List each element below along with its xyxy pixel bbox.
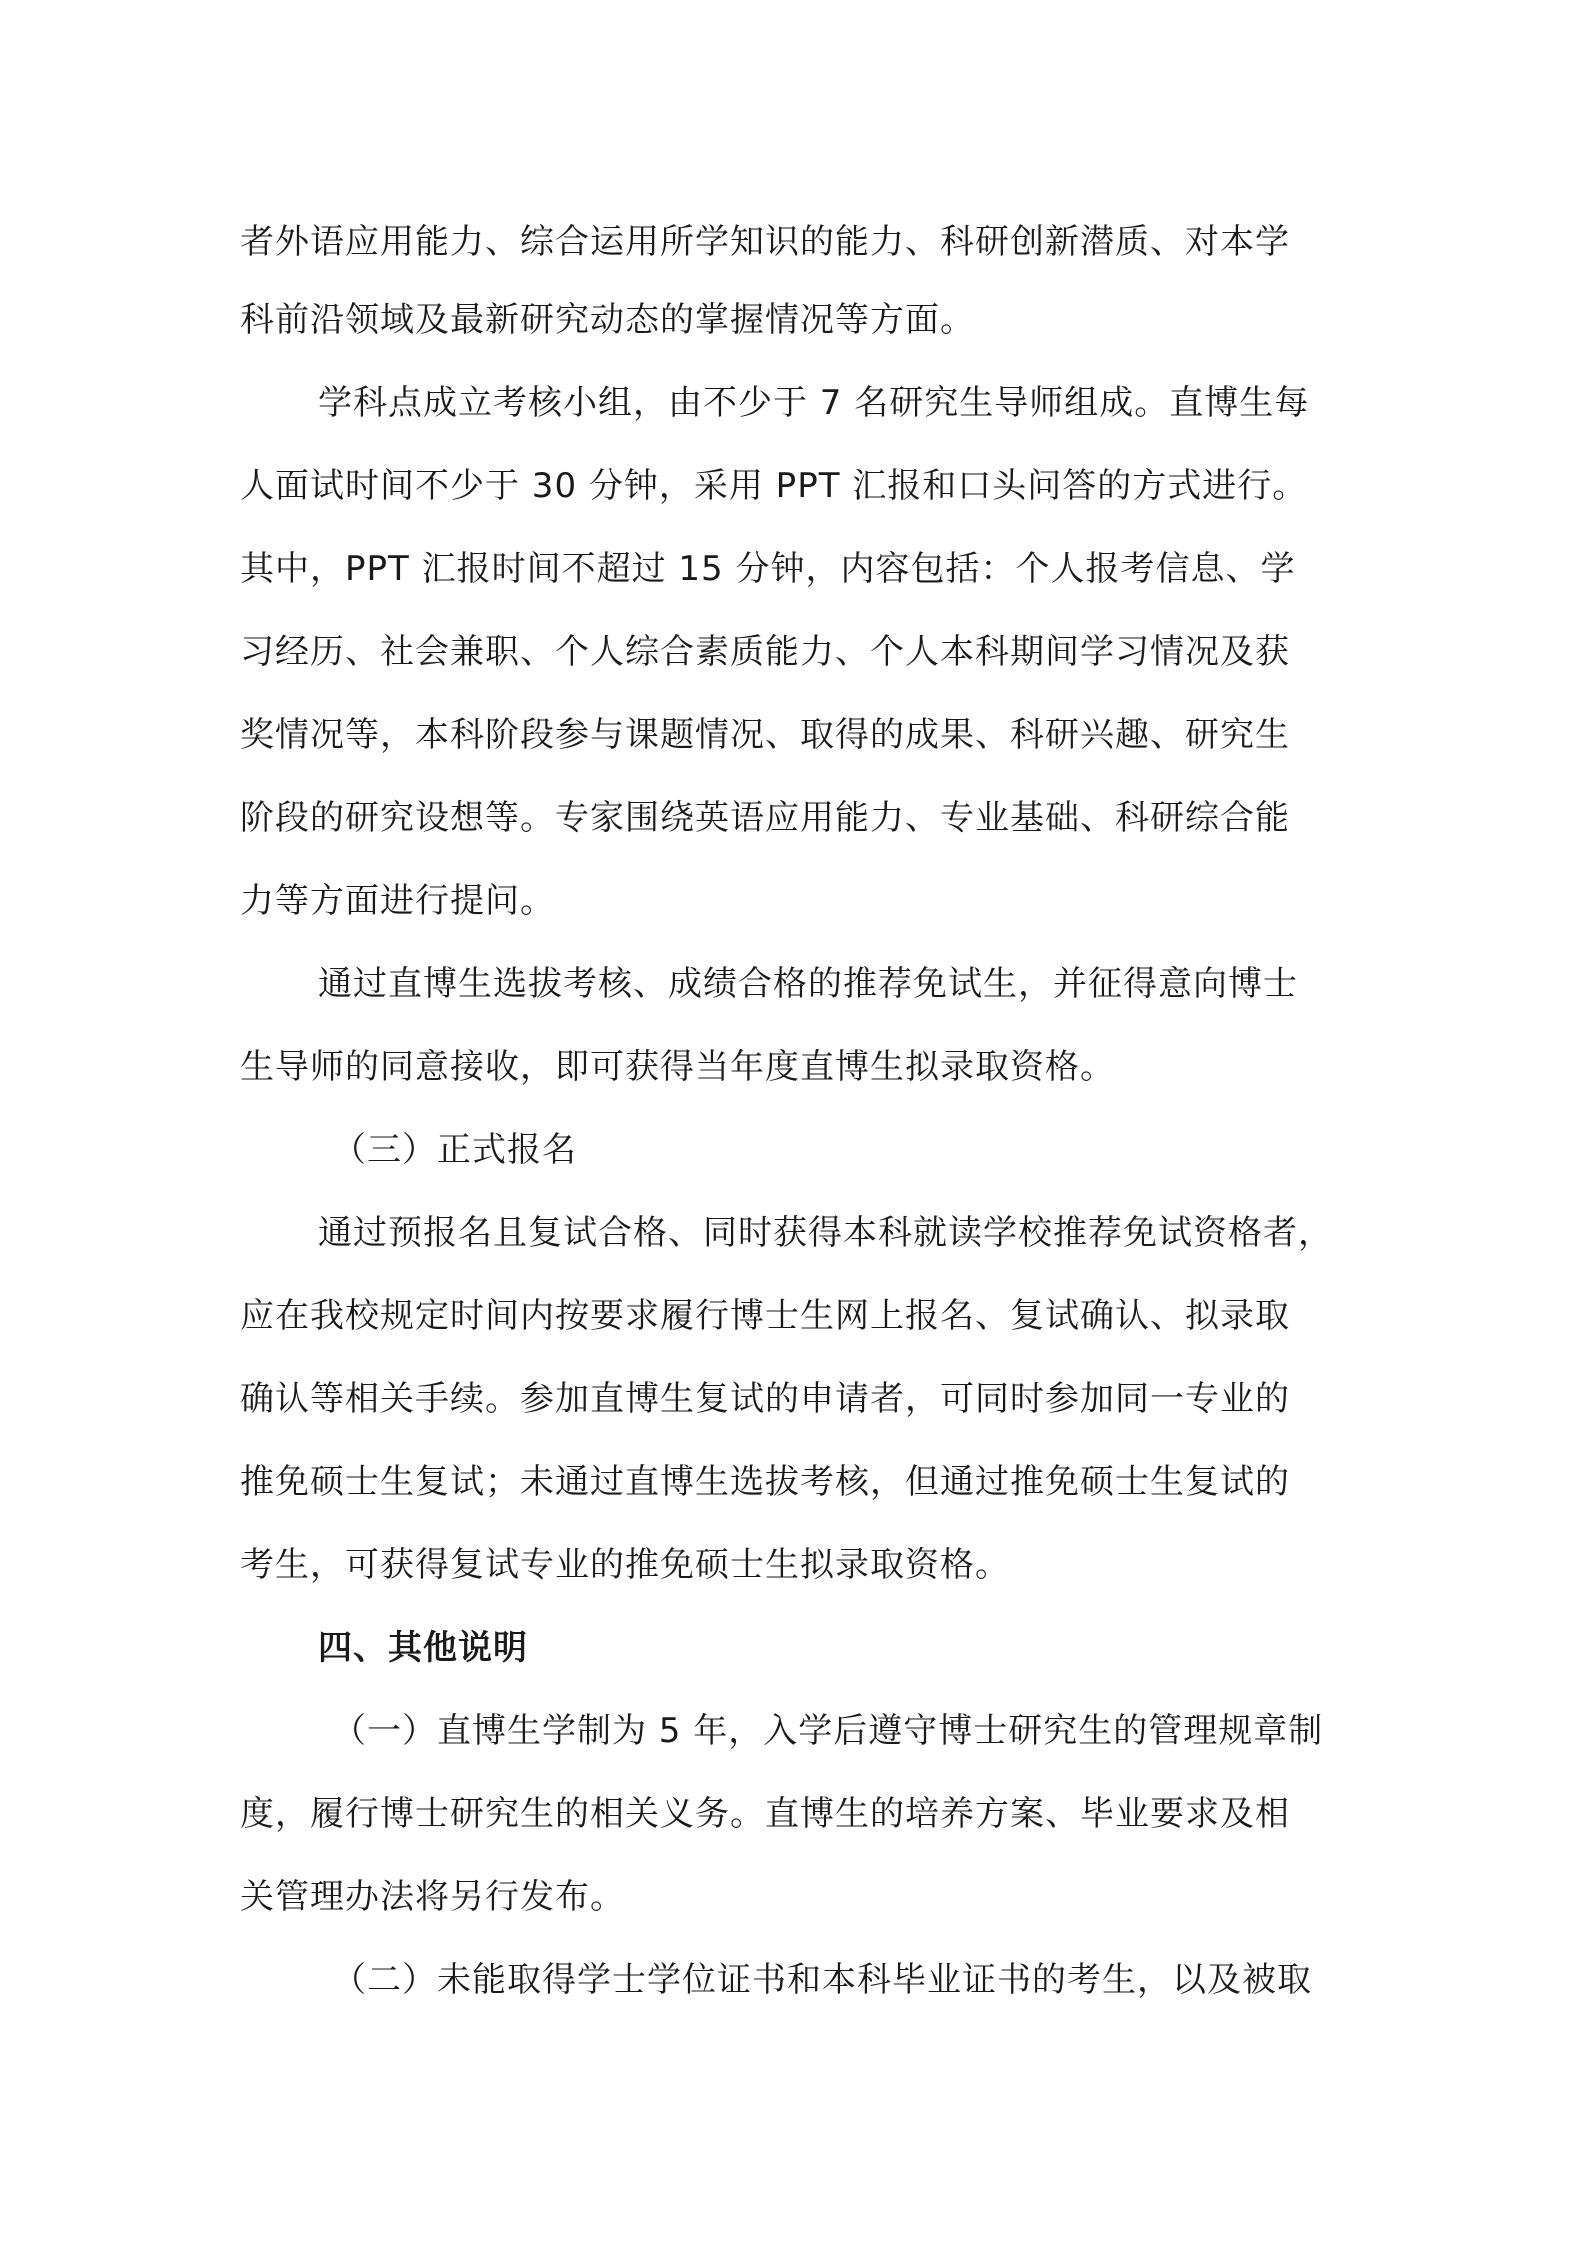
paragraph-line: 应在我校规定时间内按要求履行博士生网上报名、复试确认、拟录取 bbox=[240, 1296, 1290, 1336]
section-heading: 四、其他说明 bbox=[318, 1628, 528, 1668]
paragraph-line: 推免硕士生复试；未通过直博生选拔考核，但通过推免硕士生复试的 bbox=[240, 1462, 1290, 1502]
paragraph-line: 人面试时间不少于 30 分钟，采用 PPT 汇报和口头问答的方式进行。 bbox=[240, 466, 1308, 506]
paragraph-line: 力等方面进行提问。 bbox=[240, 881, 555, 921]
paragraph-line: （二）未能取得学士学位证书和本科毕业证书的考生，以及被取 bbox=[332, 1960, 1312, 2000]
paragraph-line: 习经历、社会兼职、个人综合素质能力、个人本科期间学习情况及获 bbox=[240, 632, 1290, 672]
paragraph-line: 阶段的研究设想等。专家围绕英语应用能力、专业基础、科研综合能 bbox=[240, 798, 1290, 838]
paragraph-line: 学科点成立考核小组，由不少于 7 名研究生导师组成。直博生每 bbox=[318, 383, 1310, 423]
paragraph-line: 生导师的同意接收，即可获得当年度直博生拟录取资格。 bbox=[240, 1047, 1115, 1087]
paragraph-line: 通过预报名且复试合格、同时获得本科就读学校推荐免试资格者， bbox=[318, 1213, 1333, 1253]
paragraph-line: 通过直博生选拔考核、成绩合格的推荐免试生，并征得意向博士 bbox=[318, 964, 1298, 1004]
section-subheading: （三）正式报名 bbox=[332, 1130, 577, 1170]
paragraph-line: 者外语应用能力、综合运用所学知识的能力、科研创新潜质、对本学 bbox=[240, 222, 1290, 262]
paragraph-line: 其中，PPT 汇报时间不超过 15 分钟，内容包括：个人报考信息、学 bbox=[240, 549, 1296, 589]
paragraph-line: 奖情况等，本科阶段参与课题情况、取得的成果、科研兴趣、研究生 bbox=[240, 715, 1290, 755]
paragraph-line: 考生，可获得复试专业的推免硕士生拟录取资格。 bbox=[240, 1545, 1010, 1585]
paragraph-line: 关管理办法将另行发布。 bbox=[240, 1877, 625, 1917]
paragraph-line: 确认等相关手续。参加直博生复试的申请者，可同时参加同一专业的 bbox=[240, 1379, 1290, 1419]
paragraph-line: 度，履行博士研究生的相关义务。直博生的培养方案、毕业要求及相 bbox=[240, 1794, 1290, 1834]
paragraph-line: 科前沿领域及最新研究动态的掌握情况等方面。 bbox=[240, 300, 975, 340]
paragraph-line: （一）直博生学制为 5 年，入学后遵守博士研究生的管理规章制 bbox=[332, 1711, 1324, 1751]
